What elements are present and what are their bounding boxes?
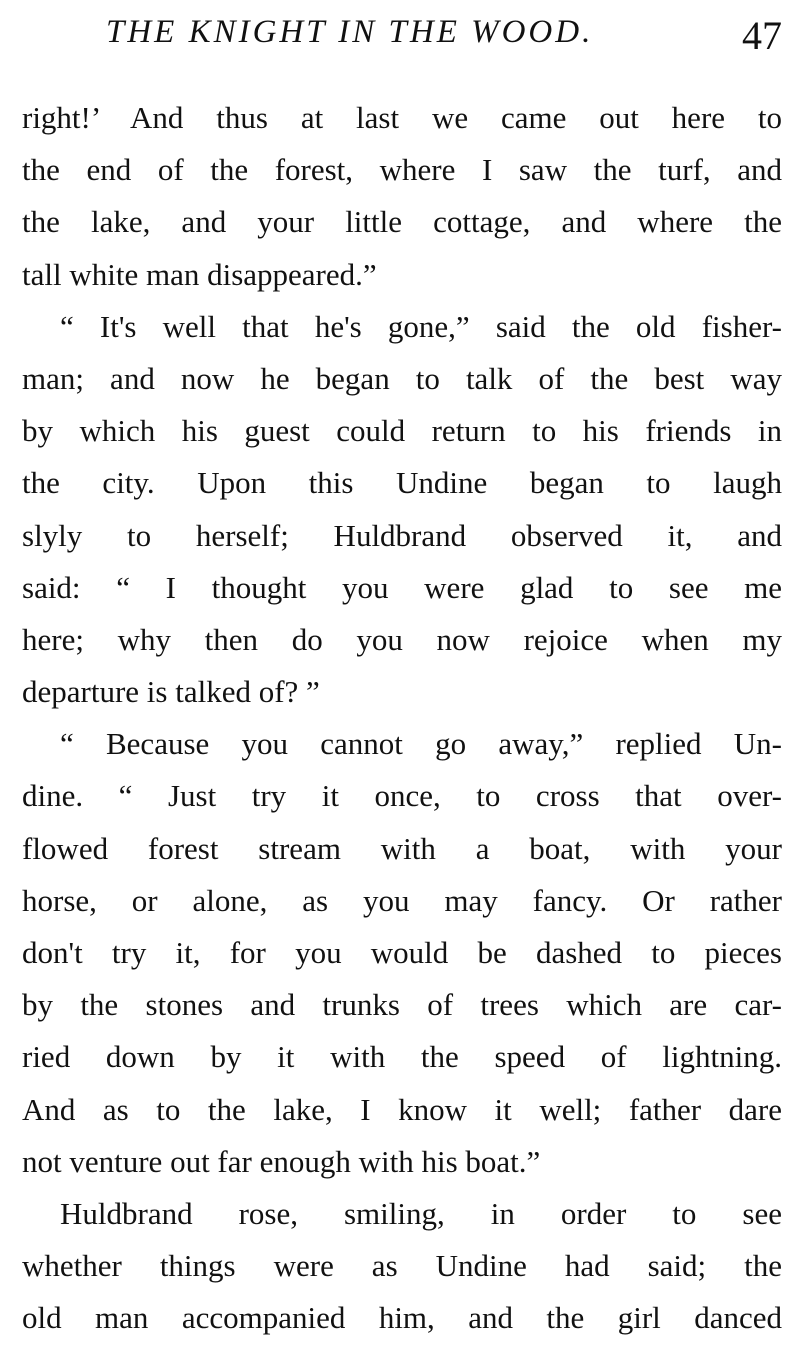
text-line: slyly to herself; Huldbrand observed it, and	[22, 517, 782, 553]
text-line: ried down by it with the speed of lightning.	[22, 1039, 782, 1075]
text-line: “ Because you cannot go away,” replied Un-	[60, 726, 782, 762]
text-line: dine. “ Just try it once, to cross that over-	[22, 778, 782, 814]
running-head	[22, 12, 782, 62]
text-line: flowed forest stream with a boat, with your	[22, 830, 782, 866]
body-text	[22, 92, 782, 1345]
text-line: the city. Upon this Undine began to laugh	[22, 465, 782, 501]
text-line: old man accompanied him, and the girl danced	[22, 1300, 782, 1336]
page-number: 47	[742, 13, 782, 58]
text-line: by the stones and trunks of trees which are car-	[22, 987, 782, 1023]
text-line: man; and now he began to talk of the best way	[22, 360, 782, 396]
running-title: THE KNIGHT IN THE WOOD.	[106, 14, 594, 50]
text-line: whether things were as Undine had said; the	[22, 1248, 782, 1284]
text-line: right!’ And thus at last we came out here to	[22, 100, 782, 135]
text-line: And as to the lake, I know it well; father dare	[22, 1091, 782, 1127]
text-line: “ It's well that he's gone,” said the old fisher-	[60, 308, 782, 344]
text-line: don't try it, for you would be dashed to pieces	[22, 935, 782, 970]
text-line: by which his guest could return to his friends in	[22, 413, 782, 449]
text-line: the lake, and your little cottage, and where the	[22, 204, 782, 240]
text-line: not venture out far enough with his boat.”	[22, 1143, 541, 1179]
text-line: Huldbrand rose, smiling, in order to see	[60, 1195, 782, 1231]
text-line: tall white man disappeared.”	[22, 256, 377, 292]
text-line: the end of the forest, where I saw the turf, and	[22, 152, 782, 188]
text-line: horse, or alone, as you may fancy. Or rather	[22, 882, 782, 918]
text-line: departure is talked of? ”	[22, 674, 320, 710]
text-line: here; why then do you now rejoice when my	[22, 621, 782, 657]
text-line: said: “ I thought you were glad to see me	[22, 569, 782, 605]
